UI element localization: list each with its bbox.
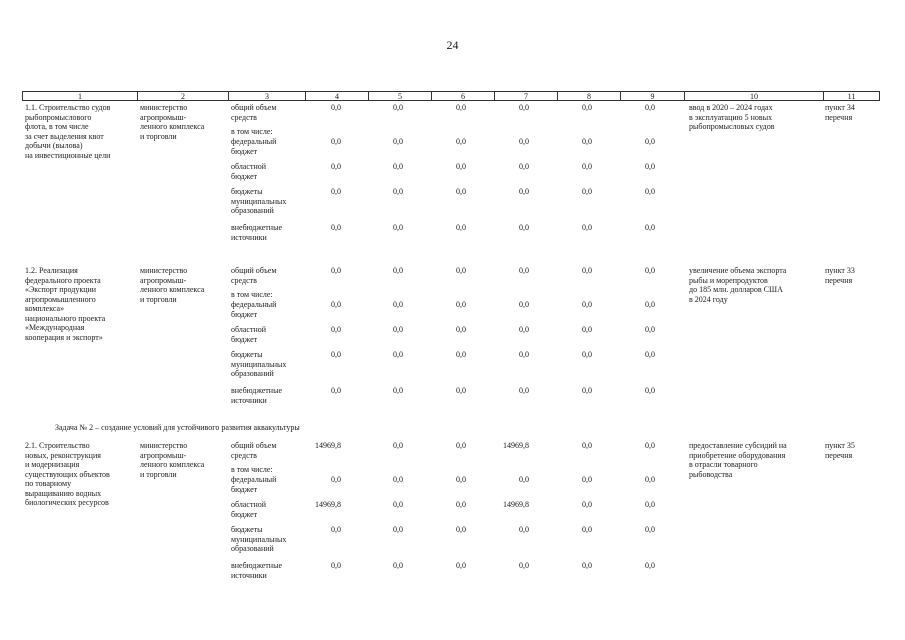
measure-name-line: флота, в том числе xyxy=(25,122,89,131)
funding-value: 0,0 xyxy=(519,137,529,146)
funding-value: 0,0 xyxy=(582,325,592,334)
funding-value: 0,0 xyxy=(393,137,403,146)
funding-source-line: областной xyxy=(231,500,267,509)
funding-value: 0,0 xyxy=(393,475,403,484)
expected-result-line: ввод в 2020 – 2024 годах xyxy=(689,103,773,112)
funding-source-line: источники xyxy=(231,395,267,405)
funding-value: 0,0 xyxy=(393,525,403,534)
executor-line: ленного комплекса xyxy=(140,460,205,469)
funding-value: 14969,8 xyxy=(503,441,529,450)
funding-value: 0,0 xyxy=(519,162,529,171)
funding-source-line: средств xyxy=(231,450,257,460)
list-reference-line: перечня xyxy=(825,112,853,122)
funding-value: 0,0 xyxy=(456,266,466,275)
funding-value: 0,0 xyxy=(582,441,592,450)
measure-name-line: новых, реконструкция xyxy=(25,450,101,460)
funding-value: 0,0 xyxy=(331,300,341,309)
column-number-9: 9 xyxy=(620,91,684,101)
funding-value: 0,0 xyxy=(331,350,341,359)
funding-value: 0,0 xyxy=(456,350,466,359)
funding-source-line: областной xyxy=(231,325,267,334)
expected-result-line: в эксплуатацию 5 новых xyxy=(689,112,773,122)
funding-source-line: областной xyxy=(231,162,267,171)
funding-value: 0,0 xyxy=(582,137,592,146)
measure-name-line: существующих объектов xyxy=(25,469,110,479)
list-reference-line: пункт 35 xyxy=(825,441,855,450)
funding-value: 0,0 xyxy=(582,300,592,309)
funding-value: 0,0 xyxy=(331,525,341,534)
funding-value: 0,0 xyxy=(456,561,466,570)
measure-name-line: национального проекта xyxy=(25,313,106,323)
task-title: Задача № 2 – создание условий для устойчивого развития аквакультуры xyxy=(55,423,300,432)
funding-source-line: внебюджетные xyxy=(231,223,282,232)
funding-value: 0,0 xyxy=(645,350,655,359)
funding-source-line: образований xyxy=(231,369,274,378)
funding-value: 0,0 xyxy=(645,137,655,146)
executor-line: агропромыш- xyxy=(140,112,187,122)
executor-line: министерство xyxy=(140,441,188,450)
measure-name-line: «Международная xyxy=(25,323,85,332)
funding-source-line: общий объем xyxy=(231,266,277,275)
executor-line: ленного комплекса xyxy=(140,122,205,131)
funding-value: 0,0 xyxy=(582,162,592,171)
funding-source-line: внебюджетные xyxy=(231,386,282,395)
funding-value: 0,0 xyxy=(645,103,655,112)
executor-line: агропромыш- xyxy=(140,450,187,460)
expected-result-line: предоставление субсидий на xyxy=(689,441,787,450)
column-number-11: 11 xyxy=(823,91,880,101)
measure-name-line: выращиванию водных xyxy=(25,488,102,498)
column-number-header xyxy=(22,91,880,101)
funding-value: 0,0 xyxy=(331,103,341,112)
funding-value: 0,0 xyxy=(645,223,655,232)
funding-value: 0,0 xyxy=(393,103,403,112)
funding-source-line: федеральный xyxy=(231,300,277,309)
funding-value: 0,0 xyxy=(393,266,403,275)
funding-value: 0,0 xyxy=(456,386,466,395)
expected-result-line: в 2024 году xyxy=(689,294,728,304)
funding-value: 0,0 xyxy=(645,441,655,450)
column-number-4: 4 xyxy=(305,91,368,101)
column-number-2: 2 xyxy=(137,91,228,101)
executor-line: министерство xyxy=(140,103,188,112)
funding-value: 0,0 xyxy=(456,162,466,171)
funding-value: 0,0 xyxy=(331,325,341,334)
column-number-8: 8 xyxy=(557,91,620,101)
funding-value: 0,0 xyxy=(519,325,529,334)
funding-value: 14969,8 xyxy=(503,500,529,509)
funding-source-line: бюджеты xyxy=(231,525,263,534)
measure-name-line: «Экспорт продукции xyxy=(25,285,97,294)
funding-value: 0,0 xyxy=(393,187,403,196)
measure-name-line: кооперация и экспорт» xyxy=(25,332,103,342)
expected-result-line: приобретение оборудования xyxy=(689,450,786,460)
funding-value: 0,0 xyxy=(582,350,592,359)
funding-value: 0,0 xyxy=(331,187,341,196)
funding-value: 0,0 xyxy=(582,500,592,509)
funding-value: 0,0 xyxy=(519,266,529,275)
funding-value: 0,0 xyxy=(645,386,655,395)
funding-value: 0,0 xyxy=(456,187,466,196)
funding-source-line: источники xyxy=(231,570,267,580)
funding-source-line: бюджет xyxy=(231,309,258,319)
funding-value: 0,0 xyxy=(582,386,592,395)
column-number-1: 1 xyxy=(22,91,137,101)
funding-source-line: в том числе: xyxy=(231,290,273,299)
funding-source-line: внебюджетные xyxy=(231,561,282,570)
funding-value: 0,0 xyxy=(456,137,466,146)
funding-source-line: источники xyxy=(231,232,267,242)
list-reference-line: перечня xyxy=(825,275,853,285)
funding-value: 0,0 xyxy=(645,162,655,171)
measure-name-line: комплекса» xyxy=(25,304,65,313)
executor-line: и торговли xyxy=(140,294,177,304)
funding-source-line: федеральный xyxy=(231,137,277,146)
funding-source-line: общий объем xyxy=(231,103,277,112)
funding-value: 0,0 xyxy=(519,475,529,484)
funding-value: 0,0 xyxy=(645,561,655,570)
funding-source-line: муниципальных xyxy=(231,359,287,369)
funding-source-line: муниципальных xyxy=(231,196,287,206)
measure-name-line: 1.2. Реализация xyxy=(25,266,78,275)
funding-source-line: федеральный xyxy=(231,475,277,484)
page-number: 24 xyxy=(446,38,459,52)
funding-value: 0,0 xyxy=(582,223,592,232)
funding-value: 0,0 xyxy=(456,300,466,309)
funding-value: 0,0 xyxy=(519,350,529,359)
funding-source-line: средств xyxy=(231,275,257,285)
funding-value: 0,0 xyxy=(645,525,655,534)
funding-value: 0,0 xyxy=(393,325,403,334)
funding-value: 0,0 xyxy=(582,561,592,570)
funding-value: 0,0 xyxy=(645,266,655,275)
funding-value: 0,0 xyxy=(519,187,529,196)
measure-name-line: за счет выделения квот xyxy=(25,131,104,141)
funding-value: 0,0 xyxy=(456,500,466,509)
funding-value: 0,0 xyxy=(393,350,403,359)
column-number-5: 5 xyxy=(368,91,431,101)
funding-source-line: бюджеты xyxy=(231,350,263,359)
executor-line: агропромыш- xyxy=(140,275,187,285)
list-reference-line: перечня xyxy=(825,450,853,460)
executor-line: и торговли xyxy=(140,469,177,479)
measure-name-line: 1.1. Строительство судов xyxy=(25,103,111,112)
measure-name-line: 2.1. Строительство xyxy=(25,441,90,450)
funding-value: 0,0 xyxy=(393,441,403,450)
funding-source-line: в том числе: xyxy=(231,127,273,136)
funding-value: 0,0 xyxy=(645,475,655,484)
funding-value: 0,0 xyxy=(331,561,341,570)
funding-value: 0,0 xyxy=(582,475,592,484)
column-number-7: 7 xyxy=(494,91,557,101)
funding-value: 0,0 xyxy=(582,266,592,275)
funding-value: 0,0 xyxy=(331,475,341,484)
funding-value: 0,0 xyxy=(519,386,529,395)
funding-value: 0,0 xyxy=(393,386,403,395)
measure-name-line: на инвестиционные цели xyxy=(25,150,111,160)
funding-source-line: в том числе: xyxy=(231,465,273,474)
executor-line: и торговли xyxy=(140,131,177,141)
funding-value: 14969,8 xyxy=(315,500,341,509)
list-reference-line: пункт 33 xyxy=(825,266,855,275)
funding-value: 0,0 xyxy=(331,266,341,275)
funding-value: 0,0 xyxy=(456,325,466,334)
funding-value: 0,0 xyxy=(456,103,466,112)
funding-value: 0,0 xyxy=(582,187,592,196)
measure-name-line: рыбопромыслового xyxy=(25,112,92,122)
funding-value: 0,0 xyxy=(331,137,341,146)
measure-name-line: биологических ресурсов xyxy=(25,498,109,507)
funding-value: 14969,8 xyxy=(315,441,341,450)
funding-value: 0,0 xyxy=(645,300,655,309)
funding-value: 0,0 xyxy=(456,441,466,450)
funding-source-line: бюджет xyxy=(231,484,258,494)
funding-source-line: бюджет xyxy=(231,146,258,156)
funding-source-line: средств xyxy=(231,112,257,122)
funding-source-line: бюджет xyxy=(231,509,258,519)
funding-value: 0,0 xyxy=(582,103,592,112)
column-number-10: 10 xyxy=(684,91,823,101)
expected-result-line: увеличение объема экспорта xyxy=(689,266,787,275)
expected-result-line: рыбопромысловых судов xyxy=(689,122,775,131)
funding-value: 0,0 xyxy=(331,223,341,232)
expected-result-line: рыбы и морепродуктов xyxy=(689,275,768,285)
list-reference-line: пункт 34 xyxy=(825,103,855,112)
funding-source-line: бюджет xyxy=(231,334,258,344)
funding-value: 0,0 xyxy=(645,187,655,196)
funding-value: 0,0 xyxy=(519,300,529,309)
funding-value: 0,0 xyxy=(645,325,655,334)
executor-line: ленного комплекса xyxy=(140,285,205,294)
expected-result-line: до 185 млн. долларов США xyxy=(689,285,783,294)
funding-source-line: образований xyxy=(231,544,274,553)
funding-source-line: бюджеты xyxy=(231,187,263,196)
funding-value: 0,0 xyxy=(393,300,403,309)
funding-source-line: образований xyxy=(231,206,274,215)
expected-result-line: рыбоводства xyxy=(689,469,733,479)
measure-name-line: по товарному xyxy=(25,479,72,488)
funding-source-line: бюджет xyxy=(231,171,258,181)
funding-value: 0,0 xyxy=(519,525,529,534)
executor-line: министерство xyxy=(140,266,188,275)
funding-value: 0,0 xyxy=(519,223,529,232)
funding-value: 0,0 xyxy=(331,386,341,395)
funding-value: 0,0 xyxy=(456,223,466,232)
measure-name-line: и модернизация xyxy=(25,460,80,469)
funding-value: 0,0 xyxy=(456,525,466,534)
funding-value: 0,0 xyxy=(393,500,403,509)
measure-name-line: агропромышленного xyxy=(25,294,96,304)
funding-value: 0,0 xyxy=(331,162,341,171)
funding-value: 0,0 xyxy=(393,561,403,570)
funding-value: 0,0 xyxy=(645,500,655,509)
funding-source-line: муниципальных xyxy=(231,534,287,544)
funding-value: 0,0 xyxy=(393,162,403,171)
measure-name-line: добычи (вылова) xyxy=(25,141,83,150)
funding-value: 0,0 xyxy=(456,475,466,484)
expected-result-line: в отрасли товарного xyxy=(689,460,758,469)
funding-source-line: общий объем xyxy=(231,441,277,450)
measure-name-line: федерального проекта xyxy=(25,275,101,285)
column-number-6: 6 xyxy=(431,91,494,101)
funding-value: 0,0 xyxy=(393,223,403,232)
column-number-3: 3 xyxy=(228,91,305,101)
funding-value: 0,0 xyxy=(519,561,529,570)
funding-value: 0,0 xyxy=(519,103,529,112)
funding-value: 0,0 xyxy=(582,525,592,534)
